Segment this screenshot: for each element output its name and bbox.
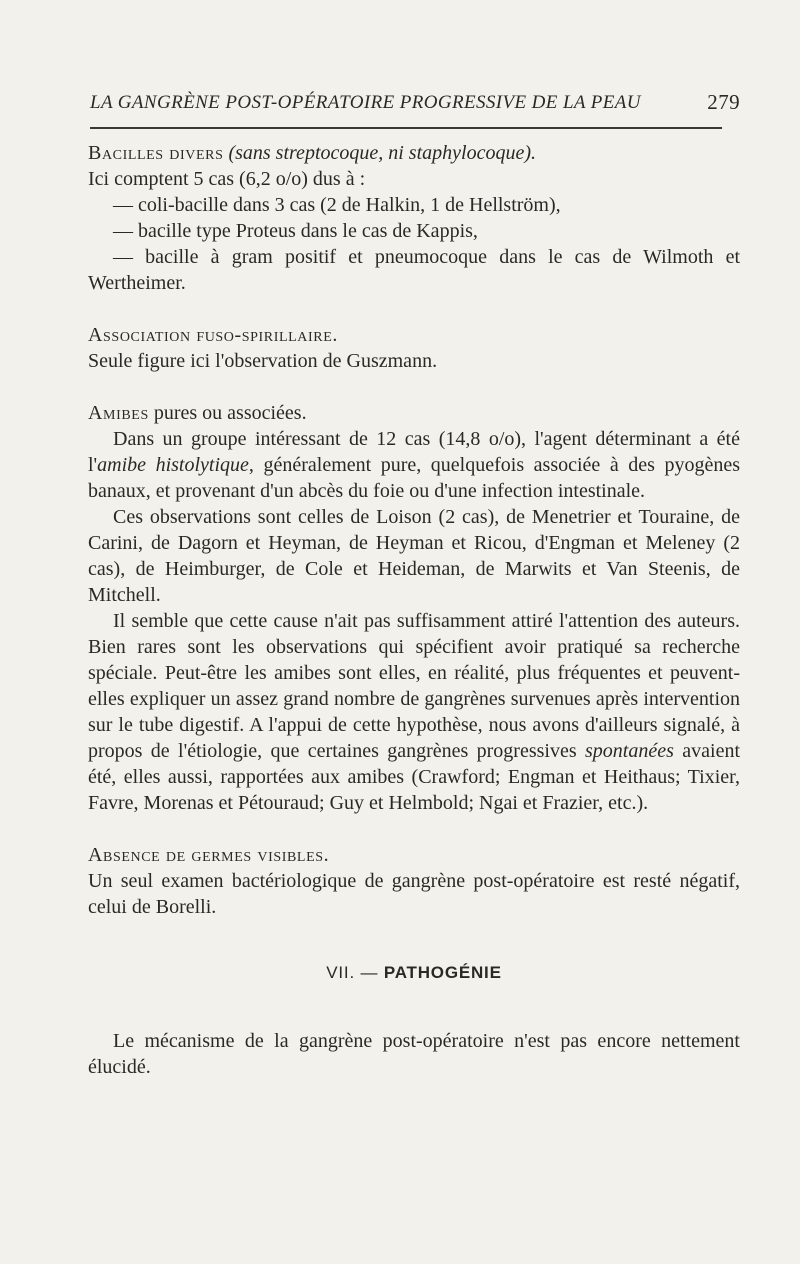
amibes-p3-b: avaient été, elles aussi, rapportées aux amibes (Crawford; Engman et Heithaus; Tixier, Favre, Morenas et Pétouraud; Guy et Helmbold; Ngai et Frazier, etc.). xyxy=(88,740,741,814)
amibes-p3-emphasis: spontanées xyxy=(585,740,674,762)
section-title: PATHOGÉNIE xyxy=(383,963,502,982)
amibes-paragraph-2: Ces observations sont celles de Loison (2 cas), de Menetrier et Touraine, de Carini, de Dagorn et Heyman, de Heyman et Ricou, d'Engman et Meleney (2 cas), de Heimburger, de Cole et Heideman, de Marwits et Van Steenis, de Mitchell. xyxy=(88,506,740,606)
bacilles-title-paren: (sans streptocoque, ni staphylocoque). xyxy=(228,142,536,164)
amibes-title-rest: pures ou associées. xyxy=(153,402,307,424)
bacilles-item-1: — coli-bacille dans 3 cas (2 de Halkin, 1 de Hellström), xyxy=(113,194,561,216)
bacilles-heading xyxy=(88,140,740,166)
header-rule xyxy=(90,127,722,129)
amibes-p1-a: Dans un groupe intéressant de 12 cas (14,8 o/o), l'agent déterminant a été l' xyxy=(88,428,740,476)
section-number: VII. — xyxy=(326,963,379,982)
amibes-p3-a: Il semble que cette cause n'ait pas suffisamment attiré l'attention des auteurs. Bien rares sont les observations qui spécifient avoir pratiqué sa recherche spéciale. Peut-être les amibes sont elles, en réalité, plus fréquentes et peuvent-elles expliquer un assez grand nombre de gangrènes survenues après intervention sur le tube digestif. A l'appui de cette hypothèse, nous avons d'ailleurs signalé, à propos de l'étiologie, que certaines gangrènes progressives xyxy=(88,610,740,762)
running-header xyxy=(90,88,740,118)
absence-title: Absence de germes visibles. xyxy=(88,844,330,866)
amibes-paragraph-3 xyxy=(88,608,740,816)
amibes-heading xyxy=(88,400,740,426)
fuso-text: Seule figure ici l'observation de Guszmann. xyxy=(88,350,438,372)
amibes-paragraph-1 xyxy=(88,426,740,504)
amibes-title: Amibes xyxy=(88,402,149,424)
running-title: LA GANGRÈNE POST-OPÉRATOIRE PROGRESSIVE DE LA PEAU xyxy=(90,92,641,113)
section-heading xyxy=(88,960,740,986)
absence-text: Un seul examen bactériologique de gangrène post-opératoire est resté négatif, celui de Borelli. xyxy=(88,870,740,918)
bacilles-item-3: — bacille à gram positif et pneumocoque dans le cas de Wilmoth et Wertheimer. xyxy=(88,246,740,294)
amibes-p1-b: , généralement pure, quelquefois associée à des pyogènes banaux, et provenant d'un abcès du foie ou d'une infection intestinale. xyxy=(88,454,740,502)
amibes-p1-emphasis: amibe histolytique xyxy=(97,454,249,476)
bacilles-title: Bacilles divers xyxy=(88,142,224,164)
bacilles-intro: Ici comptent 5 cas (6,2 o/o) dus à : xyxy=(88,168,366,190)
page-number: 279 xyxy=(707,90,740,114)
final-paragraph: Le mécanisme de la gangrène post-opératoire n'est pas encore nettement élucidé. xyxy=(88,1030,740,1078)
fuso-title: Association fuso-spirillaire. xyxy=(88,324,338,346)
bacilles-item-2: — bacille type Proteus dans le cas de Kappis, xyxy=(113,220,478,242)
body-text xyxy=(88,140,740,1080)
